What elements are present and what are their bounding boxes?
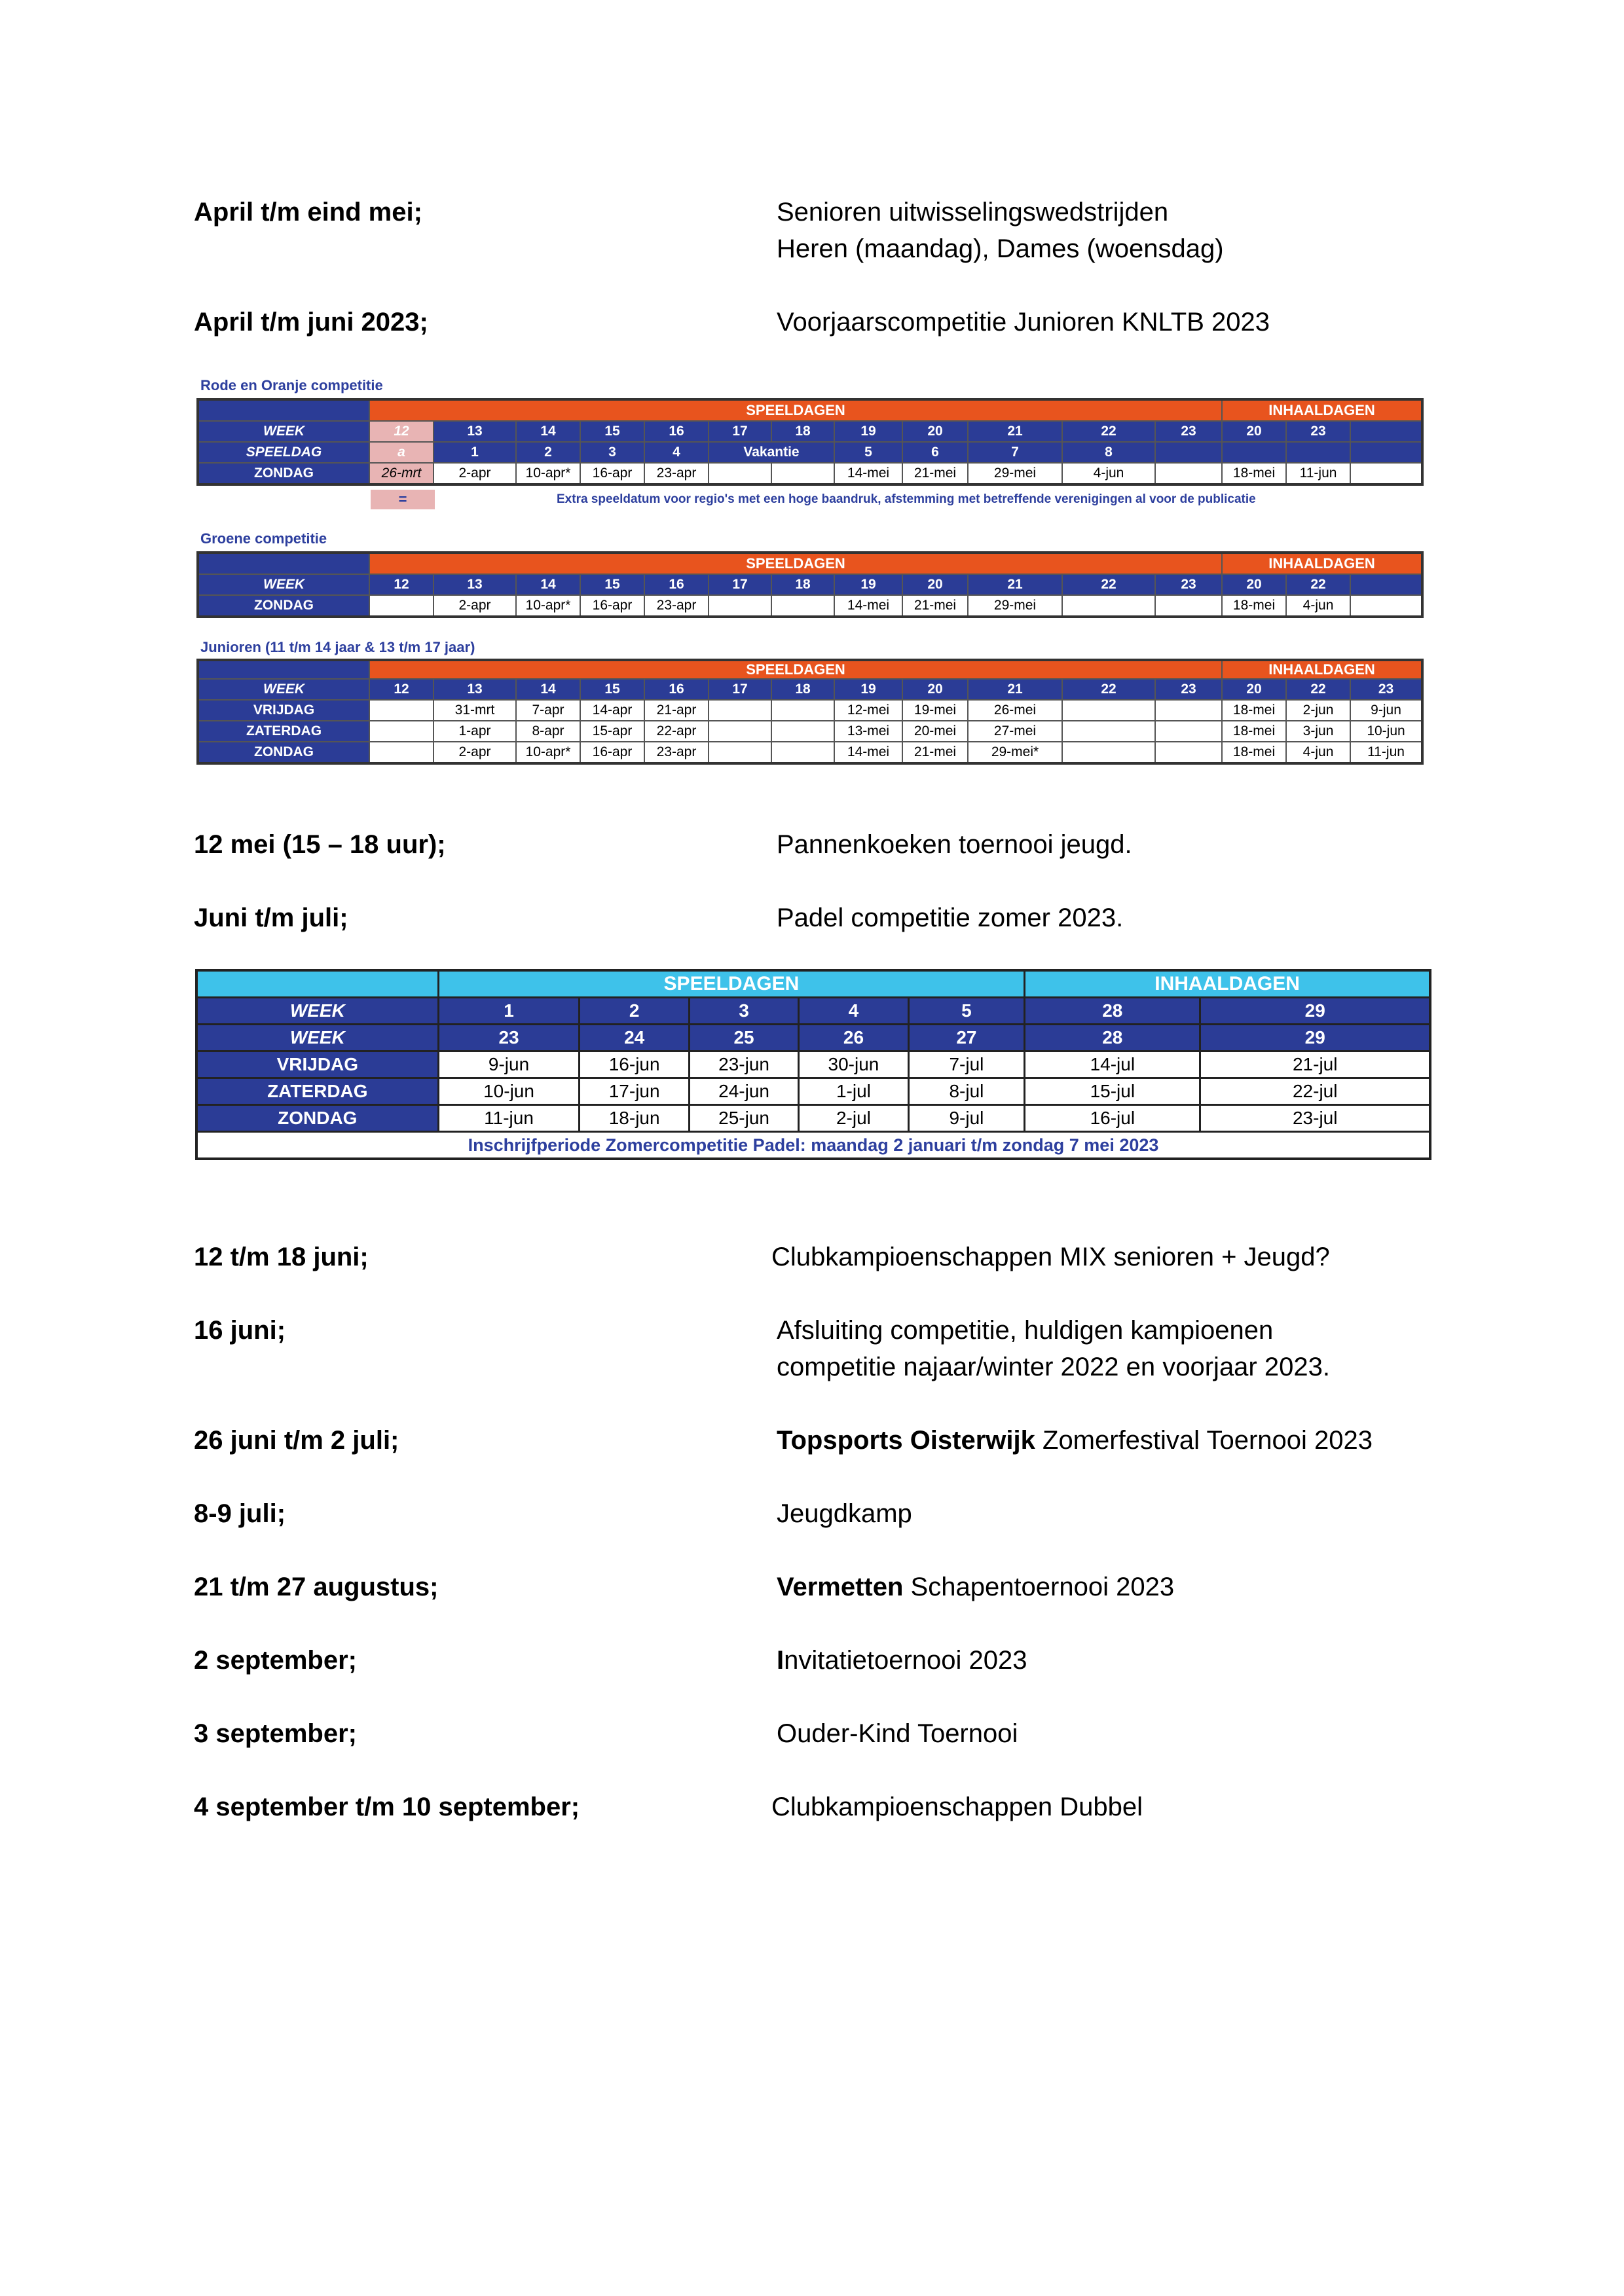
table-cell [1155, 442, 1222, 463]
table-cell: 2-apr [434, 742, 516, 763]
table-cell: 18-mei [1222, 595, 1286, 617]
table-cell: 14 [516, 574, 580, 595]
table-cell [1350, 463, 1422, 484]
zondag-row [198, 463, 1422, 484]
table-cell: 9-jun [438, 1051, 580, 1078]
table-cell: 9-jun [1350, 700, 1422, 721]
table-cell [1155, 742, 1222, 763]
table-cell: 19 [834, 421, 902, 442]
table-cell: 19 [834, 574, 902, 595]
padel-footer: Inschrijfperiode Zomercompetitie Padel: maandag 2 januari t/m zondag 7 mei 2023 [196, 1132, 1430, 1159]
table-cell: 27 [908, 1025, 1025, 1051]
ro-table [196, 398, 1424, 486]
table-cell: 10-apr* [516, 742, 580, 763]
table-cell: 13 [434, 421, 516, 442]
event-desc-text: nvitatietoernooi 2023 [784, 1646, 1027, 1675]
row-label: ZATERDAG [198, 721, 369, 742]
event-desc [771, 1789, 1143, 1825]
table-cell: 1 [434, 442, 516, 463]
week-row [198, 421, 1422, 442]
table-cell: 27-mei [968, 721, 1062, 742]
table-cell: 2 [516, 442, 580, 463]
table-cell: 29 [1200, 1025, 1430, 1051]
table-cell: 4 [799, 998, 908, 1025]
table-cell: a [369, 442, 434, 463]
table-cell [1062, 742, 1155, 763]
event-desc [777, 1642, 1027, 1679]
table-cell: 16-jul [1025, 1105, 1200, 1132]
week-row [198, 679, 1422, 700]
table-cell: 18-mei [1222, 721, 1286, 742]
table-cell: 15-apr [580, 721, 644, 742]
table-cell: 12 [369, 574, 434, 595]
table-cell: 20 [902, 679, 968, 700]
table-cell [1350, 574, 1422, 595]
table-cell: 23 [1155, 421, 1222, 442]
table-cell: 3 [580, 442, 644, 463]
row-label: SPEELDAG [198, 442, 369, 463]
table-cell [1350, 595, 1422, 617]
table-cell [709, 595, 771, 617]
table-cell: 21-mei [902, 463, 968, 484]
event-desc-bold: Vermetten [777, 1573, 904, 1601]
table-cell: 4-jun [1286, 742, 1350, 763]
table-cell: 21-apr [644, 700, 709, 721]
table-cell: 15 [580, 679, 644, 700]
table-cell [771, 742, 834, 763]
event-desc-text: Schapentoernooi 2023 [903, 1573, 1175, 1601]
table-cell: 5 [908, 998, 1025, 1025]
table-cell: 16 [644, 574, 709, 595]
inhaaldagen-header: INHAALDAGEN [1222, 399, 1422, 421]
table-cell [771, 700, 834, 721]
table-cell: Vakantie [709, 442, 834, 463]
table-cell: 25-jun [689, 1105, 798, 1132]
table-cell: 11-jun [438, 1105, 580, 1132]
event-desc-bold: Topsports Oisterwijk [777, 1426, 1035, 1455]
table-cell: 12 [369, 421, 434, 442]
event-desc-text: Clubkampioenschappen MIX senioren + Jeugd? [771, 1243, 1330, 1271]
table-cell: 7-apr [516, 700, 580, 721]
event-date: April t/m juni 2023; [194, 308, 428, 337]
table-cell: 31-mrt [434, 700, 516, 721]
table-cell: 16-apr [580, 463, 644, 484]
table-cell: 16-apr [580, 595, 644, 617]
table-caption: Junioren (11 t/m 14 jaar & 13 t/m 17 jaar) [200, 639, 475, 655]
table-cell: 3 [689, 998, 798, 1025]
table-caption: Groene competitie [200, 530, 327, 547]
event-desc-bold: I [777, 1646, 784, 1675]
table-cell [1062, 700, 1155, 721]
zondag-row [198, 595, 1422, 617]
table-cell: 22 [1062, 421, 1155, 442]
table-cell: 22-jul [1200, 1078, 1430, 1105]
table-cell: 20 [902, 574, 968, 595]
padel-row [196, 1051, 1430, 1078]
padel-row [196, 1105, 1430, 1132]
table-cell [771, 595, 834, 617]
table-cell [709, 700, 771, 721]
table-cell [1350, 421, 1422, 442]
table-cell: 2-apr [434, 463, 516, 484]
table-cell: 22 [1062, 574, 1155, 595]
table-cell: 26 [799, 1025, 908, 1051]
table-cell: 14-mei [834, 742, 902, 763]
table-cell: 14-mei [834, 463, 902, 484]
speeldagen-header: SPEELDAGEN [438, 970, 1025, 998]
table-cell: 20 [1222, 421, 1286, 442]
event-desc: Afsluiting competitie, huldigen kampioenen [777, 1316, 1274, 1345]
row-label: ZONDAG [198, 595, 369, 617]
speeldagen-header: SPEELDAGEN [369, 399, 1222, 421]
event-desc [777, 1495, 912, 1532]
table-cell: 30-jun [799, 1051, 908, 1078]
corner-cell [198, 553, 369, 574]
table-cell: 15-jul [1025, 1078, 1200, 1105]
table-cell [369, 742, 434, 763]
table-cell: 16-jun [580, 1051, 689, 1078]
table-cell: 14 [516, 679, 580, 700]
row-label: VRIJDAG [196, 1051, 438, 1078]
table-cell: 25 [689, 1025, 798, 1051]
week-row [198, 574, 1422, 595]
table-cell: 15 [580, 574, 644, 595]
table-cell: 12 [369, 679, 434, 700]
row-label: VRIJDAG [198, 700, 369, 721]
table-cell: 21 [968, 679, 1062, 700]
table-cell: 23-apr [644, 595, 709, 617]
speeldagen-header: SPEELDAGEN [369, 660, 1222, 679]
table-cell [709, 463, 771, 484]
table-cell: 6 [902, 442, 968, 463]
table-cell: 10-apr* [516, 595, 580, 617]
table-cell: 20 [902, 421, 968, 442]
table-cell: 18-jun [580, 1105, 689, 1132]
table-cell: 21-mei [902, 595, 968, 617]
corner-cell [198, 660, 369, 679]
table-cell [1062, 721, 1155, 742]
event-desc-text: Jeugdkamp [777, 1499, 912, 1528]
zondag-row [198, 742, 1422, 763]
table-cell: 19-mei [902, 700, 968, 721]
row-label: WEEK [198, 574, 369, 595]
event-desc [777, 1422, 1373, 1459]
table-cell: 21-mei [902, 742, 968, 763]
table-cell: 19 [834, 679, 902, 700]
table-cell: 9-jul [908, 1105, 1025, 1132]
table-cell [1062, 595, 1155, 617]
table-cell: 7-jul [908, 1051, 1025, 1078]
event-desc: Heren (maandag), Dames (woensdag) [777, 234, 1224, 263]
table-cell: 16-apr [580, 742, 644, 763]
padel-table [195, 969, 1431, 1160]
table-cell [1155, 595, 1222, 617]
event-desc-text: Clubkampioenschappen Dubbel [771, 1793, 1143, 1821]
table-cell [771, 463, 834, 484]
event-desc: Padel competitie zomer 2023. [777, 903, 1124, 932]
table-cell [1286, 442, 1350, 463]
table-cell: 29-mei [968, 595, 1062, 617]
row-label: WEEK [198, 679, 369, 700]
table-cell: 14-mei [834, 595, 902, 617]
table-cell: 23-jul [1200, 1105, 1430, 1132]
event-date: 2 september; [194, 1646, 357, 1675]
table-cell: 23 [438, 1025, 580, 1051]
inhaaldagen-header: INHAALDAGEN [1222, 553, 1422, 574]
table-cell: 28 [1025, 1025, 1200, 1051]
inhaaldagen-header: INHAALDAGEN [1222, 660, 1422, 679]
table-cell: 28 [1025, 998, 1200, 1025]
padel-row [196, 1025, 1430, 1051]
event-desc-text: Ouder-Kind Toernooi [777, 1719, 1018, 1748]
table-cell: 18-mei [1222, 700, 1286, 721]
event-date: 3 september; [194, 1719, 357, 1748]
row-label: ZONDAG [196, 1105, 438, 1132]
event-desc [771, 1239, 1330, 1275]
table-cell: 15 [580, 421, 644, 442]
table-cell: 17 [709, 574, 771, 595]
table-cell: 10-apr* [516, 463, 580, 484]
table-cell: 18 [771, 421, 834, 442]
table-cell: 23 [1155, 574, 1222, 595]
table-cell [1350, 442, 1422, 463]
table-cell: 23 [1155, 679, 1222, 700]
table-cell: 22 [1286, 679, 1350, 700]
table-cell [709, 742, 771, 763]
table-cell [369, 700, 434, 721]
table-cell: 24 [580, 1025, 689, 1051]
table-cell: 14-jul [1025, 1051, 1200, 1078]
table-cell: 2-jul [799, 1105, 908, 1132]
table-cell: 29 [1200, 998, 1430, 1025]
table-cell [1222, 442, 1286, 463]
table-cell: 21 [968, 421, 1062, 442]
event-date: Juni t/m juli; [194, 903, 348, 932]
table-cell: 18 [771, 679, 834, 700]
table-cell: 18-mei [1222, 463, 1286, 484]
event-desc-text: Zomerfestival Toernooi 2023 [1035, 1426, 1373, 1455]
table-cell [369, 721, 434, 742]
event-date: 8-9 juli; [194, 1499, 286, 1528]
table-cell: 4 [644, 442, 709, 463]
table-cell: 14-apr [580, 700, 644, 721]
table-cell [1155, 463, 1222, 484]
table-cell: 17-jun [580, 1078, 689, 1105]
event-date: 12 t/m 18 juni; [194, 1243, 369, 1271]
zaterdag-row [198, 721, 1422, 742]
table-cell: 21 [968, 574, 1062, 595]
table-cell: 11-jun [1286, 463, 1350, 484]
event-date: 21 t/m 27 augustus; [194, 1573, 439, 1601]
table-cell: 2-apr [434, 595, 516, 617]
vrijdag-row [198, 700, 1422, 721]
table-cell [1155, 721, 1222, 742]
table-cell: 8-jul [908, 1078, 1025, 1105]
table-cell: 2 [580, 998, 689, 1025]
table-cell: 23-apr [644, 463, 709, 484]
table-cell: 10-jun [438, 1078, 580, 1105]
table-cell: 20 [1222, 679, 1286, 700]
table-cell: 1 [438, 998, 580, 1025]
inhaaldagen-header: INHAALDAGEN [1025, 970, 1430, 998]
event-desc: Senioren uitwisselingswedstrijden [777, 198, 1169, 227]
table-cell: 20 [1222, 574, 1286, 595]
padel-row [196, 998, 1430, 1025]
table-cell: 16 [644, 679, 709, 700]
table-cell: 18 [771, 574, 834, 595]
table-cell: 17 [709, 421, 771, 442]
table-cell: 26-mei [968, 700, 1062, 721]
row-label: ZONDAG [198, 742, 369, 763]
event-date: 26 juni t/m 2 juli; [194, 1426, 399, 1455]
table-cell: 7 [968, 442, 1062, 463]
table-cell: 29-mei* [968, 742, 1062, 763]
event-desc [777, 1715, 1018, 1752]
table-cell: 17 [709, 679, 771, 700]
table-cell: 2-jun [1286, 700, 1350, 721]
table-cell: 14 [516, 421, 580, 442]
table-cell: 24-jun [689, 1078, 798, 1105]
table-cell [771, 721, 834, 742]
event-date: 12 mei (15 – 18 uur); [194, 830, 446, 859]
event-date: 4 september t/m 10 september; [194, 1793, 580, 1821]
table-cell: 26-mrt [369, 463, 434, 484]
event-desc: Voorjaarscompetitie Junioren KNLTB 2023 [777, 308, 1270, 337]
table-cell: 3-jun [1286, 721, 1350, 742]
note-marker: = [371, 490, 435, 509]
table-cell [709, 721, 771, 742]
table-cell [369, 595, 434, 617]
table-cell: 12-mei [834, 700, 902, 721]
table-cell: 23-apr [644, 742, 709, 763]
table-cell: 23 [1350, 679, 1422, 700]
junioren-table [196, 659, 1424, 765]
table-cell: 13-mei [834, 721, 902, 742]
table-cell: 21-jul [1200, 1051, 1430, 1078]
table-cell: 29-mei [968, 463, 1062, 484]
row-label: WEEK [196, 998, 438, 1025]
event-desc: Pannenkoeken toernooi jeugd. [777, 830, 1132, 859]
table-cell: 23-jun [689, 1051, 798, 1078]
table-cell: 22-apr [644, 721, 709, 742]
row-label: WEEK [198, 421, 369, 442]
row-label: WEEK [196, 1025, 438, 1051]
corner-cell [196, 970, 438, 998]
table-cell: 1-jul [799, 1078, 908, 1105]
table-cell: 4-jun [1062, 463, 1155, 484]
table-cell: 8 [1062, 442, 1155, 463]
event-date: April t/m eind mei; [194, 198, 422, 227]
table-cell: 8-apr [516, 721, 580, 742]
table-cell: 20-mei [902, 721, 968, 742]
table-cell: 5 [834, 442, 902, 463]
row-label: ZATERDAG [196, 1078, 438, 1105]
speeldag-row [198, 442, 1422, 463]
table-cell: 10-jun [1350, 721, 1422, 742]
table-cell: 22 [1286, 574, 1350, 595]
row-label: ZONDAG [198, 463, 369, 484]
table-cell: 1-apr [434, 721, 516, 742]
table-caption: Rode en Oranje competitie [200, 377, 383, 393]
table-cell: 16 [644, 421, 709, 442]
table-note: Extra speeldatum voor regio's met een hoge baandruk, afstemming met betreffende verenigingen al voor de publicatie [557, 492, 1256, 506]
table-cell: 22 [1062, 679, 1155, 700]
table-cell: 18-mei [1222, 742, 1286, 763]
groen-table [196, 551, 1424, 618]
table-cell: 13 [434, 679, 516, 700]
table-cell: 11-jun [1350, 742, 1422, 763]
table-cell [1155, 700, 1222, 721]
table-cell: 23 [1286, 421, 1350, 442]
event-desc [777, 1569, 1174, 1605]
table-cell: 4-jun [1286, 595, 1350, 617]
padel-row [196, 1078, 1430, 1105]
speeldagen-header: SPEELDAGEN [369, 553, 1222, 574]
corner-cell [198, 399, 369, 421]
table-cell: 13 [434, 574, 516, 595]
event-desc: competitie najaar/winter 2022 en voorjaar 2023. [777, 1353, 1330, 1381]
event-date: 16 juni; [194, 1316, 286, 1345]
